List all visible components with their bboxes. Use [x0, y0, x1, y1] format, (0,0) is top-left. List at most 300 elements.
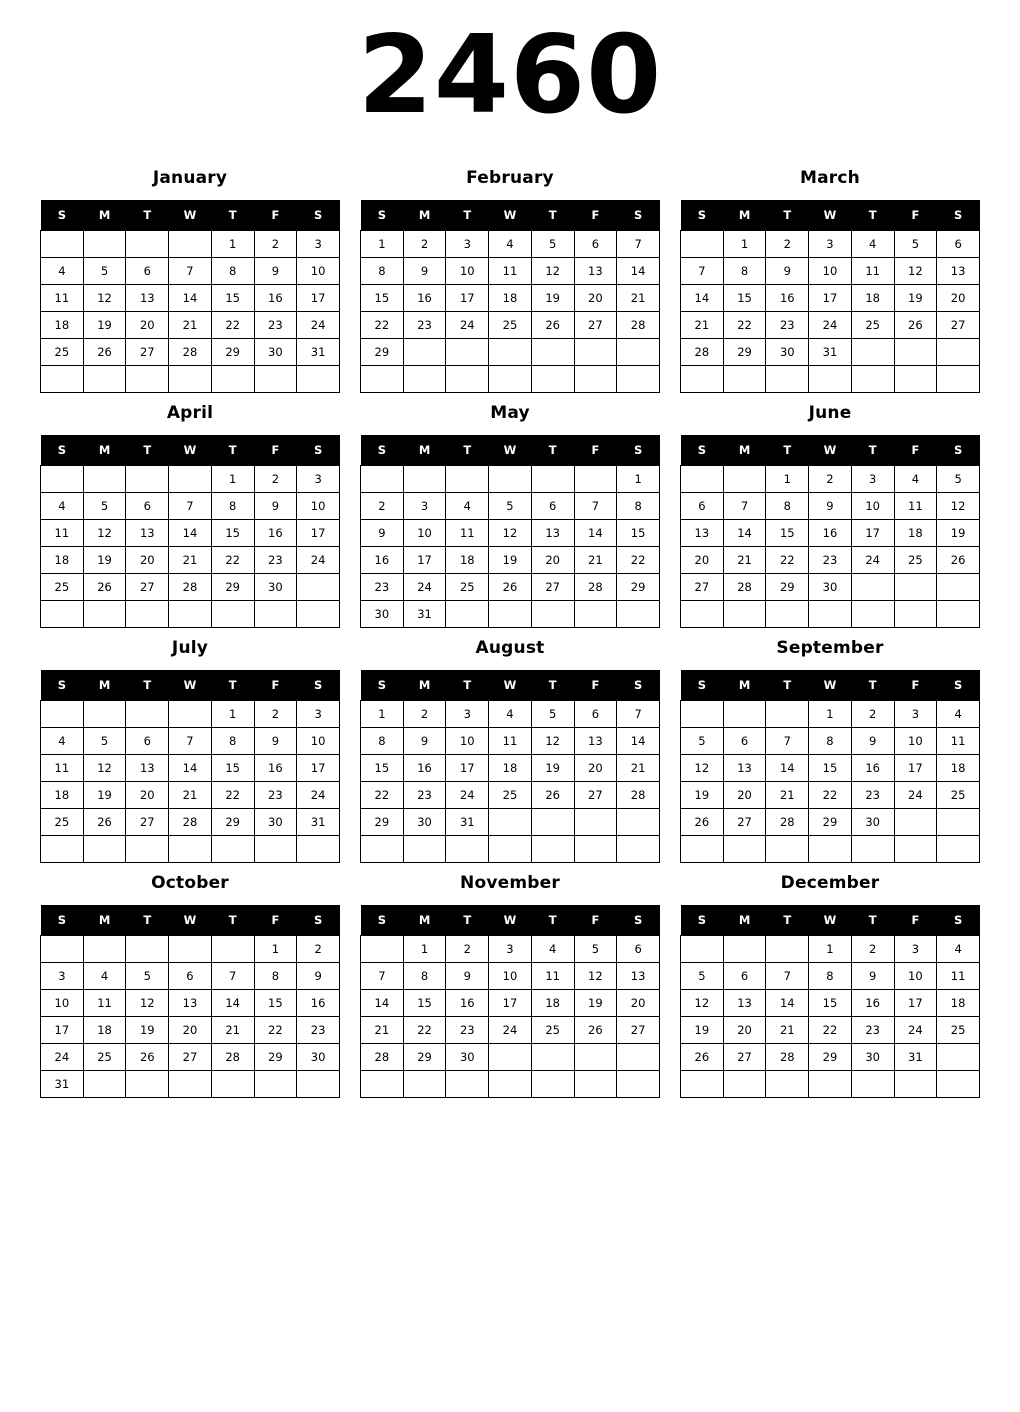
- day-cell[interactable]: 2: [403, 701, 446, 728]
- day-cell[interactable]: 30: [851, 809, 894, 836]
- day-cell[interactable]: 21: [169, 547, 212, 574]
- day-cell[interactable]: 29: [809, 1044, 852, 1071]
- day-cell[interactable]: 7: [361, 963, 404, 990]
- day-cell[interactable]: 11: [489, 728, 532, 755]
- day-cell[interactable]: 30: [297, 1044, 340, 1071]
- day-cell[interactable]: 5: [894, 231, 937, 258]
- day-cell[interactable]: 2: [851, 701, 894, 728]
- day-cell[interactable]: 28: [361, 1044, 404, 1071]
- day-cell[interactable]: 22: [254, 1017, 297, 1044]
- day-cell[interactable]: 27: [574, 312, 617, 339]
- day-cell[interactable]: 22: [361, 782, 404, 809]
- day-cell[interactable]: 5: [531, 231, 574, 258]
- day-cell[interactable]: 4: [937, 701, 980, 728]
- day-cell[interactable]: 13: [937, 258, 980, 285]
- day-cell[interactable]: 14: [574, 520, 617, 547]
- day-cell[interactable]: 4: [41, 493, 84, 520]
- day-cell[interactable]: 24: [489, 1017, 532, 1044]
- day-cell[interactable]: 4: [531, 936, 574, 963]
- day-cell[interactable]: 5: [83, 493, 126, 520]
- day-cell[interactable]: 9: [446, 963, 489, 990]
- day-cell[interactable]: 23: [361, 574, 404, 601]
- day-cell[interactable]: 22: [211, 547, 254, 574]
- day-cell[interactable]: 14: [617, 728, 660, 755]
- day-cell[interactable]: 2: [446, 936, 489, 963]
- day-cell[interactable]: 5: [83, 258, 126, 285]
- day-cell[interactable]: 18: [446, 547, 489, 574]
- day-cell[interactable]: 6: [531, 493, 574, 520]
- day-cell[interactable]: 18: [531, 990, 574, 1017]
- day-cell[interactable]: 19: [126, 1017, 169, 1044]
- day-cell[interactable]: 20: [169, 1017, 212, 1044]
- day-cell[interactable]: 8: [211, 493, 254, 520]
- day-cell[interactable]: 6: [723, 728, 766, 755]
- day-cell[interactable]: 5: [83, 728, 126, 755]
- day-cell[interactable]: 8: [211, 258, 254, 285]
- day-cell[interactable]: 13: [723, 990, 766, 1017]
- day-cell[interactable]: 18: [489, 755, 532, 782]
- day-cell[interactable]: 12: [681, 990, 724, 1017]
- day-cell[interactable]: 2: [297, 936, 340, 963]
- day-cell[interactable]: 9: [851, 728, 894, 755]
- day-cell[interactable]: 28: [169, 574, 212, 601]
- day-cell[interactable]: 5: [937, 466, 980, 493]
- day-cell[interactable]: 13: [574, 258, 617, 285]
- day-cell[interactable]: 25: [446, 574, 489, 601]
- day-cell[interactable]: 22: [361, 312, 404, 339]
- day-cell[interactable]: 10: [809, 258, 852, 285]
- day-cell[interactable]: 18: [894, 520, 937, 547]
- day-cell[interactable]: 8: [809, 728, 852, 755]
- day-cell[interactable]: 21: [211, 1017, 254, 1044]
- day-cell[interactable]: 12: [489, 520, 532, 547]
- day-cell[interactable]: 6: [937, 231, 980, 258]
- day-cell[interactable]: 8: [254, 963, 297, 990]
- day-cell[interactable]: 2: [254, 466, 297, 493]
- day-cell[interactable]: 7: [617, 701, 660, 728]
- day-cell[interactable]: 8: [403, 963, 446, 990]
- day-cell[interactable]: 1: [211, 231, 254, 258]
- day-cell[interactable]: 12: [126, 990, 169, 1017]
- day-cell[interactable]: 4: [446, 493, 489, 520]
- day-cell[interactable]: 12: [83, 285, 126, 312]
- day-cell[interactable]: 27: [617, 1017, 660, 1044]
- day-cell[interactable]: 11: [83, 990, 126, 1017]
- day-cell[interactable]: 23: [254, 782, 297, 809]
- day-cell[interactable]: 1: [403, 936, 446, 963]
- day-cell[interactable]: 23: [851, 782, 894, 809]
- day-cell[interactable]: 21: [169, 782, 212, 809]
- day-cell[interactable]: 18: [489, 285, 532, 312]
- day-cell[interactable]: 28: [766, 1044, 809, 1071]
- day-cell[interactable]: 29: [254, 1044, 297, 1071]
- day-cell[interactable]: 24: [41, 1044, 84, 1071]
- day-cell[interactable]: 21: [681, 312, 724, 339]
- day-cell[interactable]: 12: [937, 493, 980, 520]
- day-cell[interactable]: 18: [41, 547, 84, 574]
- day-cell[interactable]: 24: [851, 547, 894, 574]
- day-cell[interactable]: 18: [41, 782, 84, 809]
- day-cell[interactable]: 23: [254, 312, 297, 339]
- day-cell[interactable]: 17: [809, 285, 852, 312]
- day-cell[interactable]: 2: [361, 493, 404, 520]
- day-cell[interactable]: 10: [851, 493, 894, 520]
- day-cell[interactable]: 12: [83, 520, 126, 547]
- day-cell[interactable]: 22: [211, 782, 254, 809]
- day-cell[interactable]: 31: [894, 1044, 937, 1071]
- day-cell[interactable]: 22: [809, 782, 852, 809]
- day-cell[interactable]: 25: [41, 339, 84, 366]
- day-cell[interactable]: 19: [83, 547, 126, 574]
- day-cell[interactable]: 4: [83, 963, 126, 990]
- day-cell[interactable]: 26: [681, 809, 724, 836]
- day-cell[interactable]: 6: [574, 701, 617, 728]
- day-cell[interactable]: 1: [211, 701, 254, 728]
- day-cell[interactable]: 17: [894, 755, 937, 782]
- day-cell[interactable]: 17: [446, 285, 489, 312]
- day-cell[interactable]: 20: [681, 547, 724, 574]
- day-cell[interactable]: 31: [41, 1071, 84, 1098]
- day-cell[interactable]: 14: [617, 258, 660, 285]
- day-cell[interactable]: 5: [531, 701, 574, 728]
- day-cell[interactable]: 14: [723, 520, 766, 547]
- day-cell[interactable]: 20: [574, 755, 617, 782]
- day-cell[interactable]: 20: [723, 1017, 766, 1044]
- day-cell[interactable]: 19: [894, 285, 937, 312]
- day-cell[interactable]: 16: [851, 990, 894, 1017]
- day-cell[interactable]: 25: [83, 1044, 126, 1071]
- day-cell[interactable]: 16: [254, 755, 297, 782]
- day-cell[interactable]: 8: [809, 963, 852, 990]
- day-cell[interactable]: 12: [83, 755, 126, 782]
- day-cell[interactable]: 30: [361, 601, 404, 628]
- day-cell[interactable]: 17: [446, 755, 489, 782]
- day-cell[interactable]: 17: [41, 1017, 84, 1044]
- day-cell[interactable]: 23: [403, 782, 446, 809]
- day-cell[interactable]: 4: [489, 701, 532, 728]
- day-cell[interactable]: 3: [41, 963, 84, 990]
- day-cell[interactable]: 9: [809, 493, 852, 520]
- day-cell[interactable]: 31: [809, 339, 852, 366]
- day-cell[interactable]: 27: [126, 339, 169, 366]
- day-cell[interactable]: 19: [681, 1017, 724, 1044]
- day-cell[interactable]: 16: [361, 547, 404, 574]
- day-cell[interactable]: 27: [126, 574, 169, 601]
- day-cell[interactable]: 22: [403, 1017, 446, 1044]
- day-cell[interactable]: 20: [937, 285, 980, 312]
- day-cell[interactable]: 24: [403, 574, 446, 601]
- day-cell[interactable]: 21: [723, 547, 766, 574]
- day-cell[interactable]: 4: [41, 728, 84, 755]
- day-cell[interactable]: 15: [211, 520, 254, 547]
- day-cell[interactable]: 14: [169, 285, 212, 312]
- day-cell[interactable]: 26: [531, 312, 574, 339]
- day-cell[interactable]: 16: [446, 990, 489, 1017]
- day-cell[interactable]: 29: [361, 809, 404, 836]
- day-cell[interactable]: 12: [574, 963, 617, 990]
- day-cell[interactable]: 29: [211, 339, 254, 366]
- day-cell[interactable]: 25: [937, 1017, 980, 1044]
- day-cell[interactable]: 9: [851, 963, 894, 990]
- day-cell[interactable]: 22: [617, 547, 660, 574]
- day-cell[interactable]: 20: [574, 285, 617, 312]
- day-cell[interactable]: 15: [617, 520, 660, 547]
- day-cell[interactable]: 6: [126, 493, 169, 520]
- day-cell[interactable]: 21: [617, 285, 660, 312]
- day-cell[interactable]: 15: [809, 755, 852, 782]
- day-cell[interactable]: 19: [489, 547, 532, 574]
- day-cell[interactable]: 2: [254, 701, 297, 728]
- day-cell[interactable]: 14: [361, 990, 404, 1017]
- day-cell[interactable]: 6: [126, 258, 169, 285]
- day-cell[interactable]: 11: [937, 963, 980, 990]
- day-cell[interactable]: 10: [297, 728, 340, 755]
- day-cell[interactable]: 6: [723, 963, 766, 990]
- day-cell[interactable]: 9: [403, 728, 446, 755]
- day-cell[interactable]: 7: [766, 728, 809, 755]
- day-cell[interactable]: 30: [254, 574, 297, 601]
- day-cell[interactable]: 24: [446, 312, 489, 339]
- day-cell[interactable]: 24: [297, 782, 340, 809]
- day-cell[interactable]: 18: [851, 285, 894, 312]
- day-cell[interactable]: 15: [361, 285, 404, 312]
- day-cell[interactable]: 30: [809, 574, 852, 601]
- day-cell[interactable]: 1: [361, 231, 404, 258]
- day-cell[interactable]: 11: [894, 493, 937, 520]
- day-cell[interactable]: 9: [297, 963, 340, 990]
- day-cell[interactable]: 6: [169, 963, 212, 990]
- day-cell[interactable]: 13: [574, 728, 617, 755]
- day-cell[interactable]: 4: [894, 466, 937, 493]
- day-cell[interactable]: 18: [83, 1017, 126, 1044]
- day-cell[interactable]: 19: [937, 520, 980, 547]
- day-cell[interactable]: 28: [766, 809, 809, 836]
- day-cell[interactable]: 3: [297, 231, 340, 258]
- day-cell[interactable]: 4: [41, 258, 84, 285]
- day-cell[interactable]: 1: [617, 466, 660, 493]
- day-cell[interactable]: 14: [211, 990, 254, 1017]
- day-cell[interactable]: 12: [531, 728, 574, 755]
- day-cell[interactable]: 2: [766, 231, 809, 258]
- day-cell[interactable]: 9: [766, 258, 809, 285]
- day-cell[interactable]: 13: [531, 520, 574, 547]
- day-cell[interactable]: 19: [574, 990, 617, 1017]
- day-cell[interactable]: 3: [297, 466, 340, 493]
- day-cell[interactable]: 26: [83, 339, 126, 366]
- day-cell[interactable]: 17: [297, 520, 340, 547]
- day-cell[interactable]: 1: [211, 466, 254, 493]
- day-cell[interactable]: 11: [41, 285, 84, 312]
- day-cell[interactable]: 4: [937, 936, 980, 963]
- day-cell[interactable]: 20: [126, 782, 169, 809]
- day-cell[interactable]: 1: [254, 936, 297, 963]
- day-cell[interactable]: 26: [126, 1044, 169, 1071]
- day-cell[interactable]: 3: [894, 701, 937, 728]
- day-cell[interactable]: 19: [681, 782, 724, 809]
- day-cell[interactable]: 10: [297, 258, 340, 285]
- day-cell[interactable]: 7: [169, 258, 212, 285]
- day-cell[interactable]: 9: [254, 258, 297, 285]
- day-cell[interactable]: 12: [531, 258, 574, 285]
- day-cell[interactable]: 15: [723, 285, 766, 312]
- day-cell[interactable]: 21: [617, 755, 660, 782]
- day-cell[interactable]: 28: [169, 339, 212, 366]
- day-cell[interactable]: 23: [809, 547, 852, 574]
- day-cell[interactable]: 25: [851, 312, 894, 339]
- day-cell[interactable]: 29: [809, 809, 852, 836]
- day-cell[interactable]: 22: [723, 312, 766, 339]
- day-cell[interactable]: 31: [297, 809, 340, 836]
- day-cell[interactable]: 6: [126, 728, 169, 755]
- day-cell[interactable]: 14: [766, 755, 809, 782]
- day-cell[interactable]: 18: [937, 990, 980, 1017]
- day-cell[interactable]: 30: [254, 339, 297, 366]
- day-cell[interactable]: 11: [41, 520, 84, 547]
- day-cell[interactable]: 24: [297, 312, 340, 339]
- day-cell[interactable]: 2: [403, 231, 446, 258]
- day-cell[interactable]: 11: [41, 755, 84, 782]
- day-cell[interactable]: 11: [489, 258, 532, 285]
- day-cell[interactable]: 10: [41, 990, 84, 1017]
- day-cell[interactable]: 12: [681, 755, 724, 782]
- day-cell[interactable]: 16: [254, 520, 297, 547]
- day-cell[interactable]: 31: [446, 809, 489, 836]
- day-cell[interactable]: 7: [723, 493, 766, 520]
- day-cell[interactable]: 20: [126, 547, 169, 574]
- day-cell[interactable]: 8: [211, 728, 254, 755]
- day-cell[interactable]: 19: [531, 285, 574, 312]
- day-cell[interactable]: 15: [403, 990, 446, 1017]
- day-cell[interactable]: 3: [894, 936, 937, 963]
- day-cell[interactable]: 16: [297, 990, 340, 1017]
- day-cell[interactable]: 29: [617, 574, 660, 601]
- day-cell[interactable]: 6: [574, 231, 617, 258]
- day-cell[interactable]: 16: [766, 285, 809, 312]
- day-cell[interactable]: 28: [169, 809, 212, 836]
- day-cell[interactable]: 6: [681, 493, 724, 520]
- day-cell[interactable]: 14: [681, 285, 724, 312]
- day-cell[interactable]: 5: [574, 936, 617, 963]
- day-cell[interactable]: 24: [894, 782, 937, 809]
- day-cell[interactable]: 8: [766, 493, 809, 520]
- day-cell[interactable]: 24: [297, 547, 340, 574]
- day-cell[interactable]: 27: [574, 782, 617, 809]
- day-cell[interactable]: 8: [617, 493, 660, 520]
- day-cell[interactable]: 9: [403, 258, 446, 285]
- day-cell[interactable]: 29: [361, 339, 404, 366]
- day-cell[interactable]: 26: [531, 782, 574, 809]
- day-cell[interactable]: 15: [211, 755, 254, 782]
- day-cell[interactable]: 16: [403, 755, 446, 782]
- day-cell[interactable]: 23: [766, 312, 809, 339]
- day-cell[interactable]: 13: [126, 285, 169, 312]
- day-cell[interactable]: 1: [766, 466, 809, 493]
- day-cell[interactable]: 19: [83, 312, 126, 339]
- day-cell[interactable]: 11: [446, 520, 489, 547]
- day-cell[interactable]: 7: [766, 963, 809, 990]
- day-cell[interactable]: 14: [169, 755, 212, 782]
- day-cell[interactable]: 16: [851, 755, 894, 782]
- day-cell[interactable]: 4: [489, 231, 532, 258]
- day-cell[interactable]: 22: [809, 1017, 852, 1044]
- day-cell[interactable]: 4: [851, 231, 894, 258]
- day-cell[interactable]: 8: [361, 258, 404, 285]
- day-cell[interactable]: 7: [574, 493, 617, 520]
- day-cell[interactable]: 28: [617, 312, 660, 339]
- day-cell[interactable]: 17: [489, 990, 532, 1017]
- day-cell[interactable]: 21: [361, 1017, 404, 1044]
- day-cell[interactable]: 13: [169, 990, 212, 1017]
- day-cell[interactable]: 24: [446, 782, 489, 809]
- day-cell[interactable]: 5: [489, 493, 532, 520]
- day-cell[interactable]: 27: [531, 574, 574, 601]
- day-cell[interactable]: 26: [681, 1044, 724, 1071]
- day-cell[interactable]: 10: [446, 728, 489, 755]
- day-cell[interactable]: 20: [126, 312, 169, 339]
- day-cell[interactable]: 29: [403, 1044, 446, 1071]
- day-cell[interactable]: 10: [894, 963, 937, 990]
- day-cell[interactable]: 17: [894, 990, 937, 1017]
- day-cell[interactable]: 16: [403, 285, 446, 312]
- day-cell[interactable]: 20: [723, 782, 766, 809]
- day-cell[interactable]: 28: [574, 574, 617, 601]
- day-cell[interactable]: 26: [83, 574, 126, 601]
- day-cell[interactable]: 27: [169, 1044, 212, 1071]
- day-cell[interactable]: 9: [361, 520, 404, 547]
- day-cell[interactable]: 25: [489, 782, 532, 809]
- day-cell[interactable]: 27: [937, 312, 980, 339]
- day-cell[interactable]: 18: [937, 755, 980, 782]
- day-cell[interactable]: 7: [169, 728, 212, 755]
- day-cell[interactable]: 28: [211, 1044, 254, 1071]
- day-cell[interactable]: 7: [681, 258, 724, 285]
- day-cell[interactable]: 27: [681, 574, 724, 601]
- day-cell[interactable]: 3: [297, 701, 340, 728]
- day-cell[interactable]: 30: [851, 1044, 894, 1071]
- day-cell[interactable]: 12: [894, 258, 937, 285]
- day-cell[interactable]: 28: [723, 574, 766, 601]
- day-cell[interactable]: 17: [851, 520, 894, 547]
- day-cell[interactable]: 24: [809, 312, 852, 339]
- day-cell[interactable]: 27: [723, 809, 766, 836]
- day-cell[interactable]: 25: [894, 547, 937, 574]
- day-cell[interactable]: 2: [851, 936, 894, 963]
- day-cell[interactable]: 21: [574, 547, 617, 574]
- day-cell[interactable]: 30: [403, 809, 446, 836]
- day-cell[interactable]: 10: [446, 258, 489, 285]
- day-cell[interactable]: 26: [574, 1017, 617, 1044]
- day-cell[interactable]: 31: [403, 601, 446, 628]
- day-cell[interactable]: 29: [211, 574, 254, 601]
- day-cell[interactable]: 10: [297, 493, 340, 520]
- day-cell[interactable]: 13: [681, 520, 724, 547]
- day-cell[interactable]: 23: [851, 1017, 894, 1044]
- day-cell[interactable]: 21: [169, 312, 212, 339]
- day-cell[interactable]: 30: [254, 809, 297, 836]
- day-cell[interactable]: 15: [809, 990, 852, 1017]
- day-cell[interactable]: 13: [126, 755, 169, 782]
- day-cell[interactable]: 3: [809, 231, 852, 258]
- day-cell[interactable]: 2: [809, 466, 852, 493]
- day-cell[interactable]: 11: [937, 728, 980, 755]
- day-cell[interactable]: 26: [894, 312, 937, 339]
- day-cell[interactable]: 11: [851, 258, 894, 285]
- day-cell[interactable]: 21: [766, 1017, 809, 1044]
- day-cell[interactable]: 3: [851, 466, 894, 493]
- day-cell[interactable]: 3: [446, 701, 489, 728]
- day-cell[interactable]: 30: [766, 339, 809, 366]
- day-cell[interactable]: 6: [617, 936, 660, 963]
